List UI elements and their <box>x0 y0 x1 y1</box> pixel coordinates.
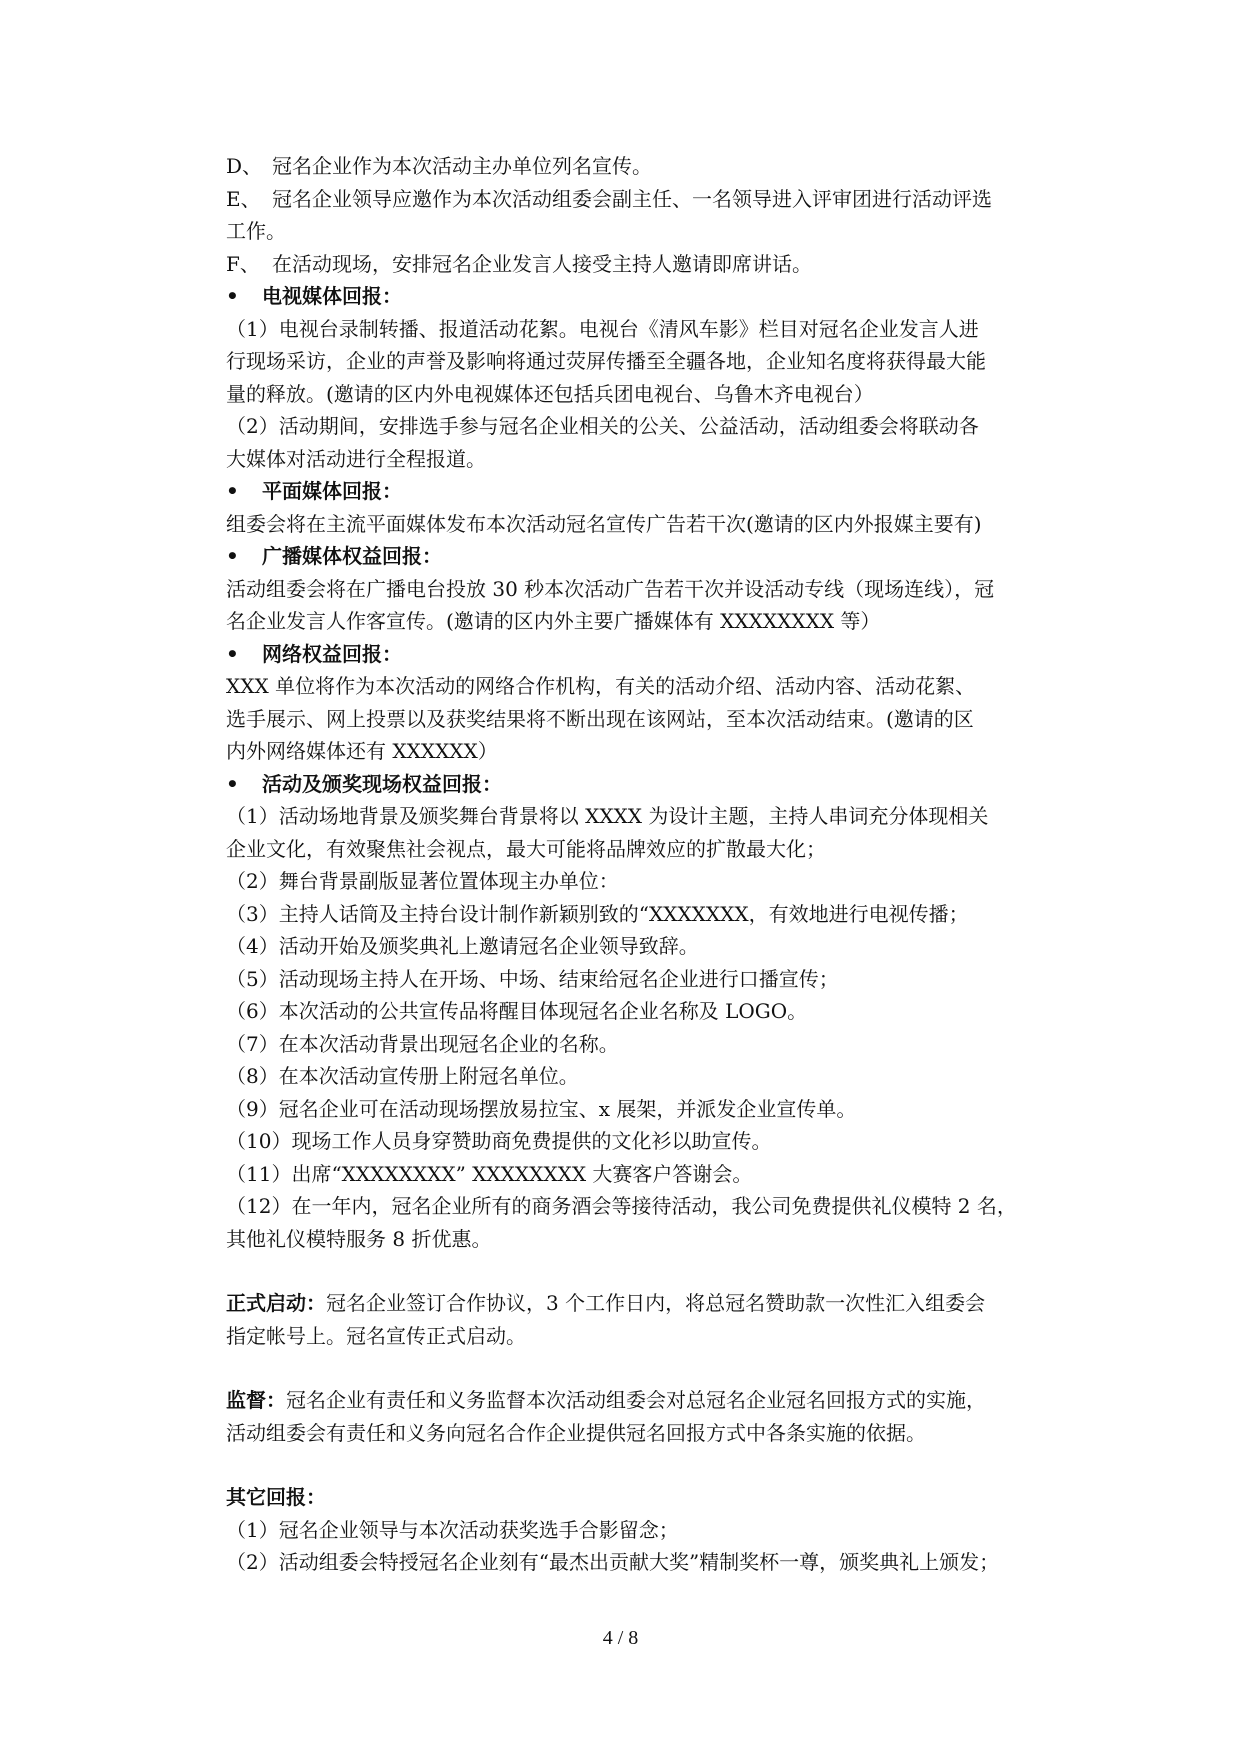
launch-line: 指定帐号上。冠名宣传正式启动。 <box>226 1323 526 1348</box>
venue-line: （12）在一年内，冠名企业所有的商务酒会等接待活动，我公司免费提供礼仪模特 2 名， <box>226 1194 1017 1218</box>
heading-text: 广播媒体权益回报： <box>262 544 442 568</box>
spacer <box>226 1255 1056 1287</box>
venue-line: 企业文化，有效聚焦社会视点，最大可能将品牌效应的扩散最大化； <box>226 836 826 861</box>
web-line: 选手展示、网上投票以及获奖结果将不断出现在该网站，至本次活动结束。(邀请的区 <box>226 706 974 731</box>
other-heading: 其它回报： <box>226 1485 326 1509</box>
venue-line: （8）在本次活动宣传册上附冠名单位。 <box>226 1064 579 1088</box>
heading-text: 活动及颁奖现场权益回报： <box>262 771 502 796</box>
bullet-icon: • <box>226 641 239 666</box>
venue-line: （6）本次活动的公共宣传品将醒目体现冠名企业名称及 LOGO。 <box>226 999 808 1023</box>
venue-line: （10）现场工作人员身穿赞助商免费提供的文化衫以助宣传。 <box>226 1129 772 1153</box>
venue-line: （11）出席“XXXXXXXX” XXXXXXXX 大赛客户答谢会。 <box>226 1161 753 1186</box>
tv-line: 大媒体对活动进行全程报道。 <box>226 446 486 471</box>
item-marker: F、 <box>226 251 260 276</box>
bullet-icon: • <box>226 479 239 503</box>
launch-text: 冠名企业签订合作协议，3 个工作日内，将总冠名赞助款一次性汇入组委会 <box>326 1291 986 1315</box>
item-text: 在活动现场，安排冠名企业发言人接受主持人邀请即席讲话。 <box>272 251 812 276</box>
tv-line: 行现场采访，企业的声誉及影响将通过荧屏传播至全疆各地，企业知名度将获得最大能 <box>226 349 986 373</box>
tv-line: （1）电视台录制转播、报道活动花絮。电视台《清风车影》栏目对冠名企业发言人进 <box>226 316 979 341</box>
other-line: （2）活动组委会特授冠名企业刻有“最杰出贡献大奖”精制奖杯一尊，颁奖典礼上颁发； <box>226 1550 1000 1574</box>
other-line: （1）冠名企业领导与本次活动获奖选手合影留念； <box>226 1517 679 1542</box>
heading-text: 电视媒体回报： <box>262 284 402 308</box>
tv-line: （2）活动期间，安排选手参与冠名企业相关的公关、公益活动，活动组委会将联动各 <box>226 414 979 438</box>
section-heading-print <box>226 475 1056 508</box>
heading-text: 网络权益回报： <box>262 641 402 666</box>
venue-line: （4）活动开始及颁奖典礼上邀请冠名企业领导致辞。 <box>226 934 699 958</box>
spacer <box>226 1449 1056 1481</box>
section-heading-radio <box>226 540 1056 573</box>
launch-paragraph <box>226 1287 1056 1320</box>
tv-line: 量的释放。(邀请的区内外电视媒体还包括兵团电视台、乌鲁木齐电视台） <box>226 381 874 406</box>
bullet-icon: • <box>226 544 239 568</box>
section-heading-tv <box>226 280 1056 313</box>
supervise-text: 冠名企业有责任和义务监督本次活动组委会对总冠名企业冠名回报方式的实施， <box>286 1388 986 1412</box>
venue-line: （7）在本次活动背景出现冠名企业的名称。 <box>226 1031 619 1056</box>
radio-line: 活动组委会将在广播电台投放 30 秒本次活动广告若干次并设活动专线（现场连线），冠 <box>226 576 995 601</box>
supervise-line: 活动组委会有责任和义务向冠名合作企业提供冠名回报方式中各条实施的依据。 <box>226 1420 926 1445</box>
item-f <box>226 248 1056 281</box>
section-heading-web <box>226 638 1056 671</box>
item-d <box>226 150 1056 183</box>
spacer <box>226 1352 1056 1384</box>
radio-line: 名企业发言人作客宣传。(邀请的区内外主要广播媒体有 XXXXXXXX 等） <box>226 609 881 633</box>
venue-line: 其他礼仪模特服务 8 折优惠。 <box>226 1226 492 1251</box>
web-line: XXX 单位将作为本次活动的网络合作机构，有关的活动介绍、活动内容、活动花絮、 <box>226 674 976 698</box>
venue-line: （3）主持人话筒及主持台设计制作新颖别致的“XXXXXXX，有效地进行电视传播； <box>226 901 969 926</box>
venue-line: （5）活动现场主持人在开场、中场、结束给冠名企业进行口播宣传； <box>226 966 839 991</box>
venue-line: （2）舞台背景副版显著位置体现主办单位： <box>226 869 619 893</box>
bullet-icon: • <box>226 771 239 796</box>
supervise-label: 监督： <box>226 1388 286 1412</box>
item-text: 冠名企业领导应邀作为本次活动组委会副主任、一名领导进入评审团进行活动评选 <box>272 186 992 211</box>
page-number: 4 / 8 <box>602 1627 639 1649</box>
item-e <box>226 183 1056 216</box>
venue-line: （9）冠名企业可在活动现场摆放易拉宝、x 展架，并派发企业宣传单。 <box>226 1096 857 1121</box>
supervise-paragraph <box>226 1384 1056 1417</box>
heading-text: 平面媒体回报： <box>262 479 402 503</box>
print-line: 组委会将在主流平面媒体发布本次活动冠名宣传广告若干次(邀请的区内外报媒主要有) <box>226 511 982 536</box>
venue-line: （1）活动场地背景及颁奖舞台背景将以 XXXX 为设计主题，主持人串词充分体现相关 <box>226 804 989 828</box>
section-heading-venue <box>226 768 1056 801</box>
item-text: 冠名企业作为本次活动主办单位列名宣传。 <box>272 154 652 178</box>
web-line: 内外网络媒体还有 XXXXXX） <box>226 739 498 763</box>
launch-label: 正式启动： <box>226 1291 326 1315</box>
item-e-continuation: 工作。 <box>226 219 286 243</box>
page-content <box>226 150 1056 1579</box>
item-marker: D、 <box>226 154 263 178</box>
item-marker: E、 <box>226 186 261 211</box>
bullet-icon: • <box>226 284 239 308</box>
